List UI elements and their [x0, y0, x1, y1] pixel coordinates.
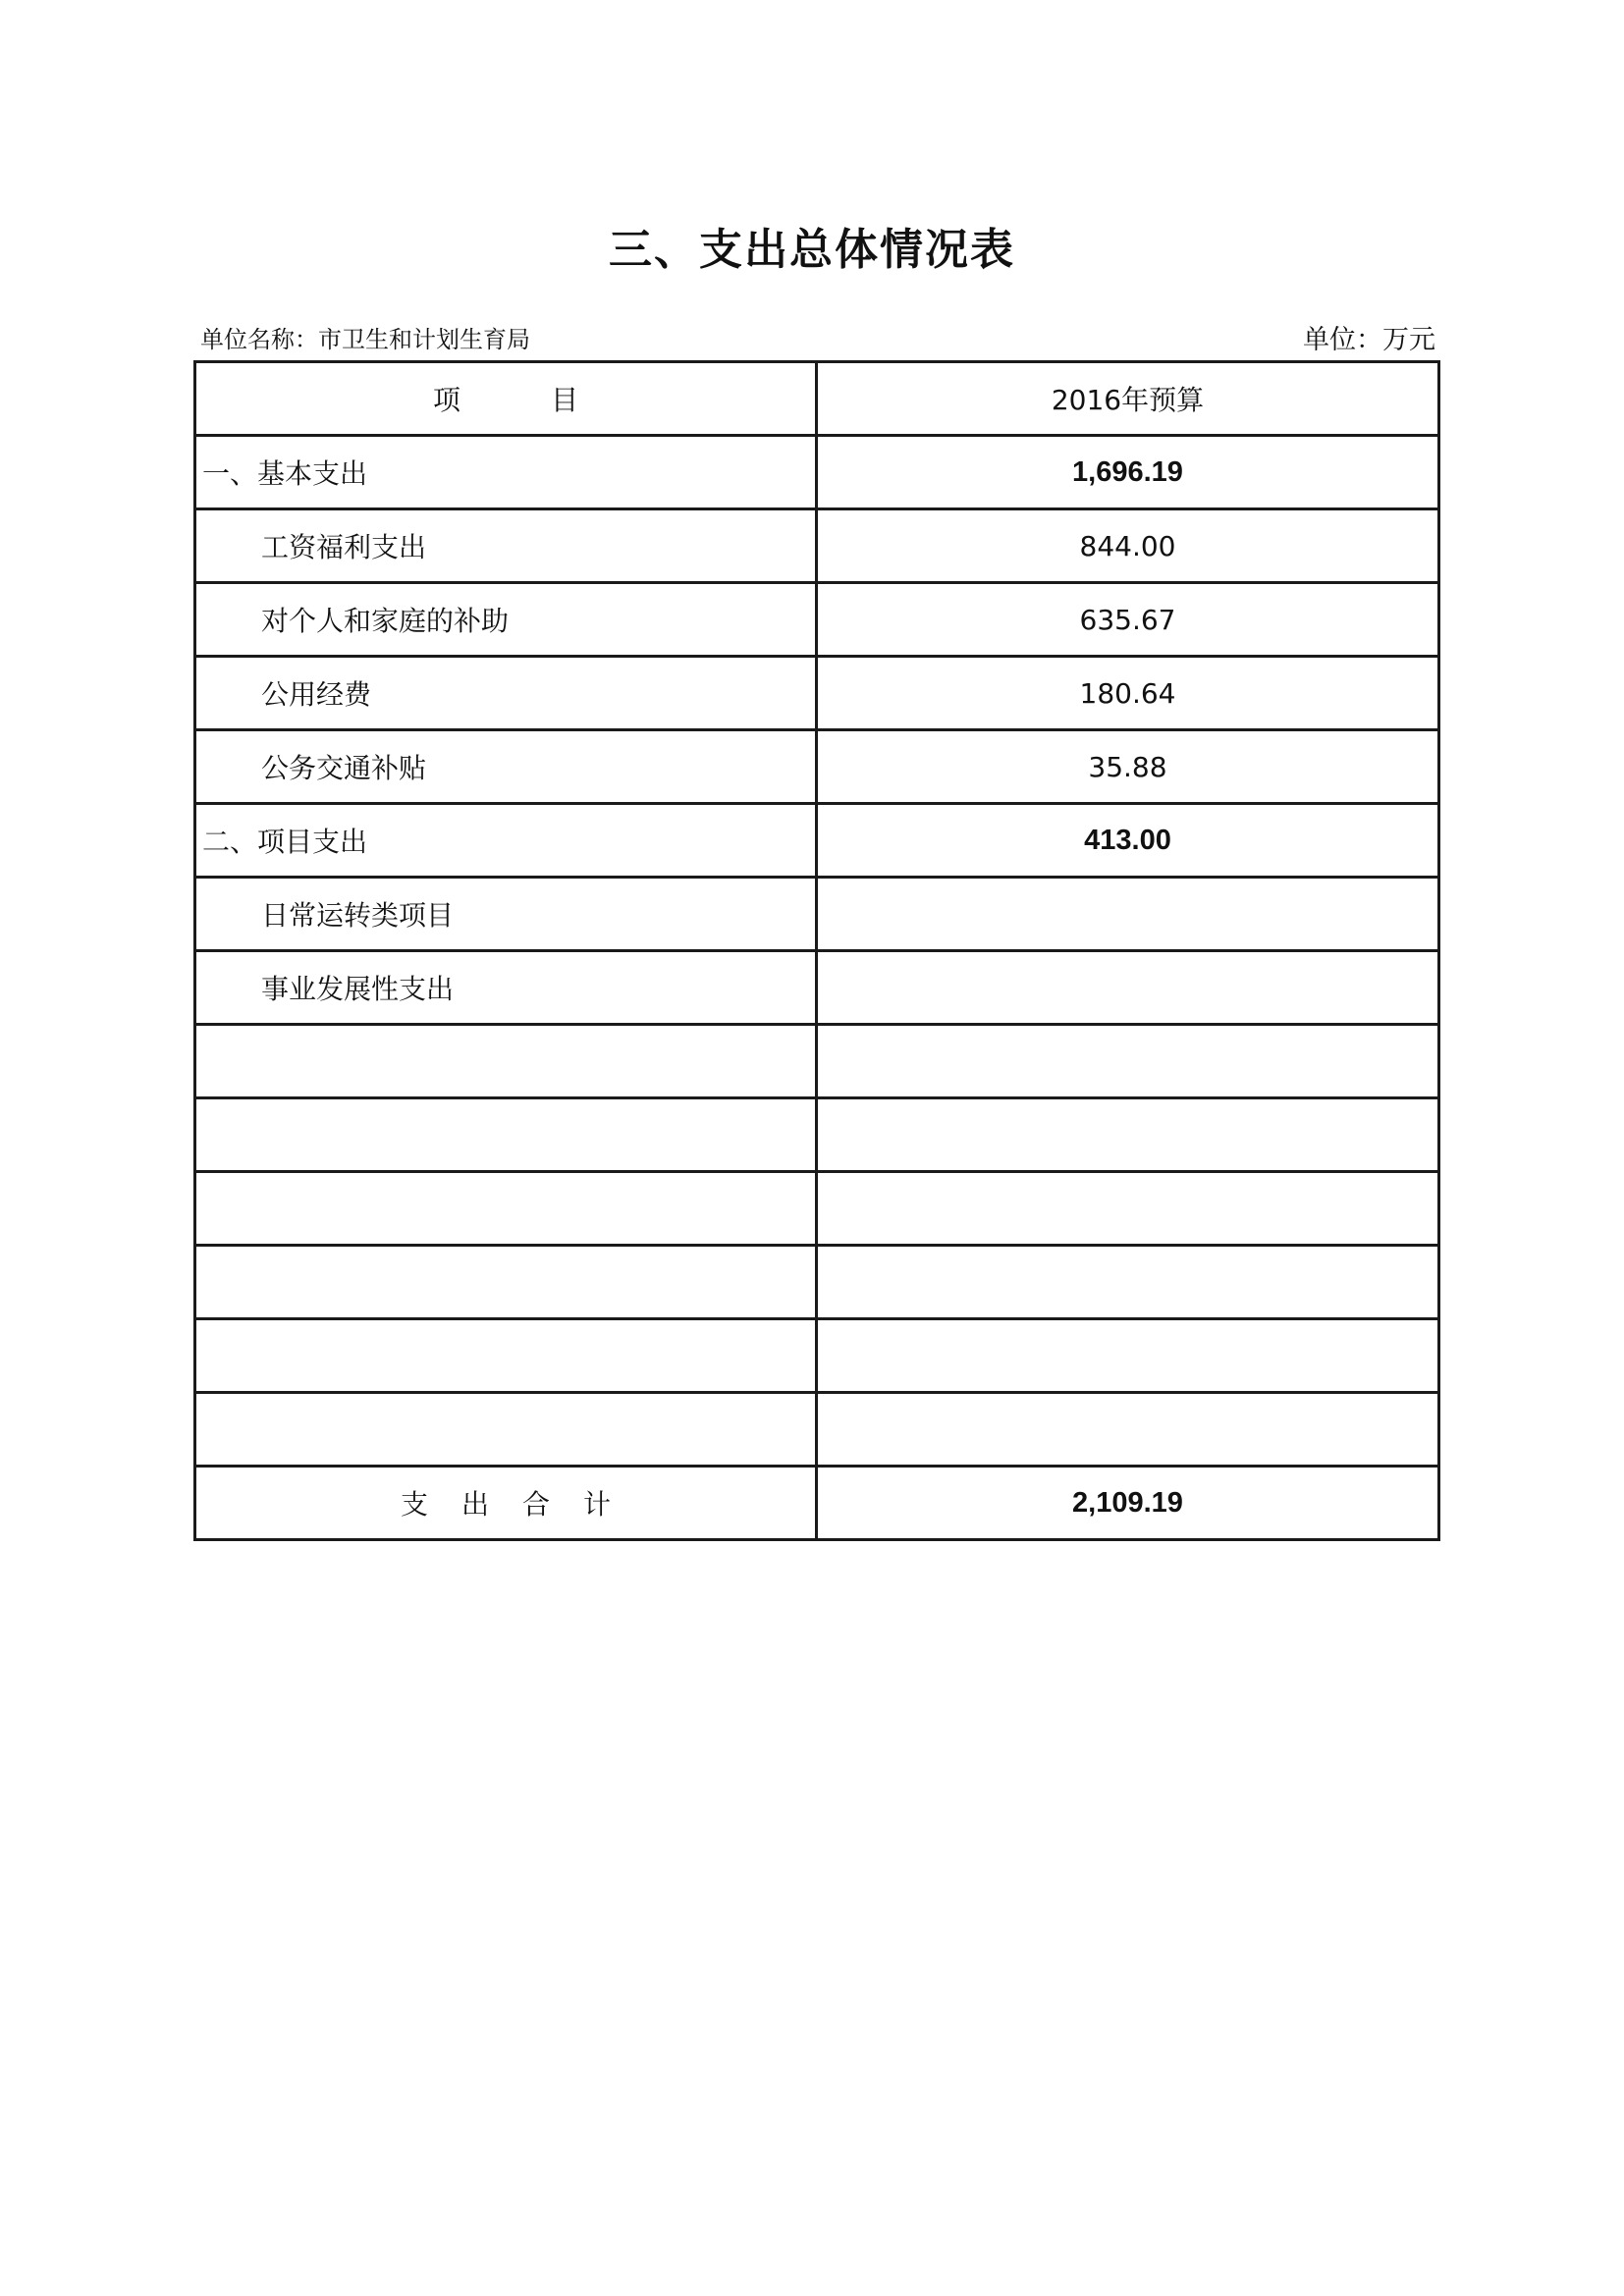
- table-body: [195, 436, 1439, 1467]
- row-label: [195, 1098, 817, 1172]
- row-value: [817, 1025, 1439, 1098]
- header-item-part2: 目: [551, 384, 579, 416]
- row-value: [817, 1098, 1439, 1172]
- table-row: [195, 509, 1439, 583]
- row-label: 一、基本支出: [195, 436, 817, 509]
- total-label-char: 合: [521, 1488, 550, 1521]
- page-title: 三、支出总体情况表: [609, 225, 1015, 275]
- row-label: 工资福利支出: [195, 509, 817, 583]
- row-label: [195, 1319, 817, 1393]
- table-row: [195, 951, 1439, 1025]
- table-row: [195, 1246, 1439, 1319]
- table-row: [195, 1025, 1439, 1098]
- row-value: 413.00: [817, 804, 1439, 878]
- total-label: [195, 1467, 817, 1540]
- row-value: 35.88: [817, 730, 1439, 804]
- total-label-char: 计: [582, 1488, 611, 1521]
- expenditure-table: [193, 360, 1440, 1541]
- row-value: 635.67: [817, 583, 1439, 657]
- row-value: 844.00: [817, 509, 1439, 583]
- row-label: 日常运转类项目: [195, 878, 817, 951]
- total-label-char: 支: [400, 1488, 428, 1521]
- table-row: [195, 583, 1439, 657]
- row-value: [817, 1319, 1439, 1393]
- unit-label: 单位：万元: [1303, 325, 1435, 355]
- header-item-part1: 项: [432, 384, 460, 416]
- row-label: 二、项目支出: [195, 804, 817, 878]
- table-row: [195, 1319, 1439, 1393]
- row-label: [195, 1393, 817, 1467]
- table-row: [195, 1098, 1439, 1172]
- table-row: [195, 657, 1439, 730]
- header-item: [195, 362, 817, 436]
- total-row: [195, 1467, 1439, 1540]
- table-row: [195, 1172, 1439, 1246]
- row-value: [817, 1172, 1439, 1246]
- header-budget: 2016年预算: [817, 362, 1439, 436]
- row-label: [195, 1172, 817, 1246]
- table-row: [195, 436, 1439, 509]
- total-label-char: 出: [460, 1488, 489, 1521]
- table-row: [195, 878, 1439, 951]
- table-row: [195, 804, 1439, 878]
- row-label: [195, 1246, 817, 1319]
- row-value: 1,696.19: [817, 436, 1439, 509]
- row-label: 公务交通补贴: [195, 730, 817, 804]
- row-label: 公用经费: [195, 657, 817, 730]
- row-value: [817, 951, 1439, 1025]
- row-label: 对个人和家庭的补助: [195, 583, 817, 657]
- row-value: [817, 878, 1439, 951]
- row-value: [817, 1393, 1439, 1467]
- unit-name-label: 单位名称：市卫生和计划生育局: [200, 326, 530, 353]
- row-label: 事业发展性支出: [195, 951, 817, 1025]
- table-row: [195, 730, 1439, 804]
- table-header-row: [195, 362, 1439, 436]
- total-value: 2,109.19: [817, 1467, 1439, 1540]
- row-value: [817, 1246, 1439, 1319]
- row-value: 180.64: [817, 657, 1439, 730]
- table-row: [195, 1393, 1439, 1467]
- row-label: [195, 1025, 817, 1098]
